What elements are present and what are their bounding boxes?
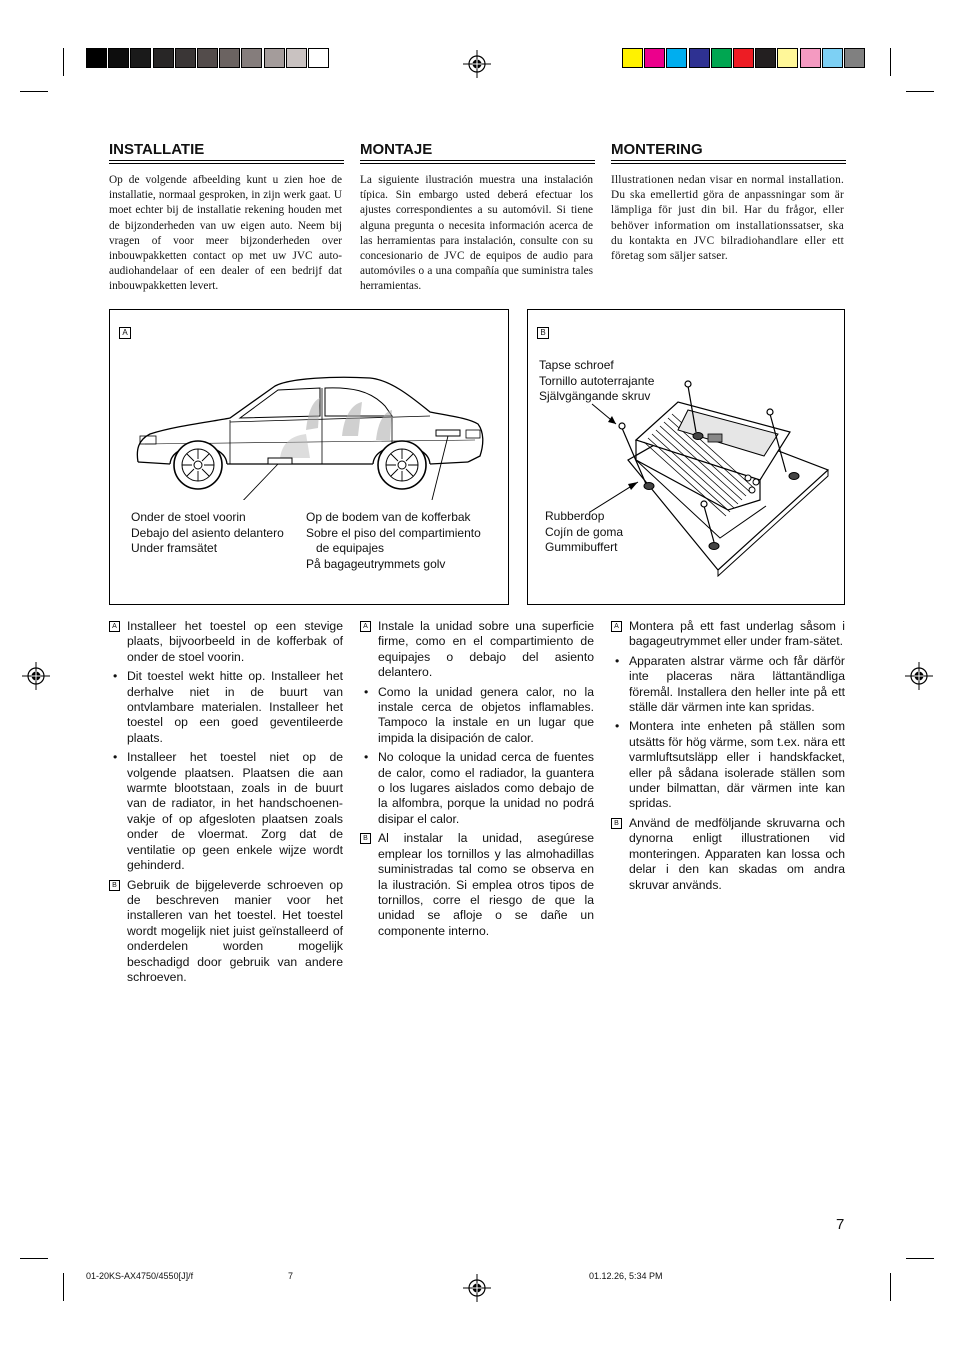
figure-a-car <box>109 309 509 605</box>
label-self-tapping-screw: Tapse schroef Tornillo autoterrajante Självgängande skruv <box>539 358 655 403</box>
color-swatch <box>286 48 307 68</box>
color-swatch <box>219 48 240 68</box>
heading-montering: MONTERING <box>611 141 846 161</box>
figure-tag: A <box>119 327 131 339</box>
crop-mark <box>890 48 891 76</box>
list-item: A Installeer het toestel op een stevige plaats, bijvoorbeeld in de kofferbak of onder de stoel voorin. <box>109 619 343 665</box>
color-swatch <box>108 48 129 68</box>
footer-page: 7 <box>288 1271 294 1281</box>
list-item: A Montera på ett fast underlag såsom i bagageutrymmet eller under fram-sätet. <box>611 619 845 650</box>
crop-mark <box>63 48 64 76</box>
color-swatch <box>644 48 665 68</box>
list-item: • Como la unidad genera calor, no la instale cerca de objetos inflamables. Tampoco la instale en un lugar que impida la disipación de calor. <box>364 684 594 745</box>
registration-mark-icon <box>463 1274 491 1302</box>
label-rubber-cushion: Rubberdop Cojín de goma Gummibuffert <box>545 509 624 554</box>
intro-es: La siguiente ilustración muestra una instalación típica. Sin embargo usted deberá efectuar los ajustes correspondientes a su automóvil. Si tiene alguna pregunta o necesita información acerca de las herramientas para instalación, consulte con su concesionario de JVC de equipos de audio para automóviles o a una compañía que suministra tales herramientas. <box>360 174 593 293</box>
footer-file: 01-20KS-AX4750/4550[J]/f <box>86 1271 194 1281</box>
amplifier-illustration <box>528 310 844 604</box>
color-swatch <box>622 48 643 68</box>
heading-montaje: MONTAJE <box>360 141 595 161</box>
color-swatch <box>241 48 262 68</box>
crop-mark <box>20 91 48 92</box>
color-swatch <box>264 48 285 68</box>
instructions-nl <box>109 619 343 989</box>
car-illustration <box>130 370 490 500</box>
crop-mark <box>890 1273 891 1301</box>
figure-b-amplifier <box>527 309 845 605</box>
crop-mark <box>906 91 934 92</box>
intro-nl: Op de volgende afbeelding kunt u zien hoe de installatie, normaal gesproken, in zijn werk gaat. U moet echter bij de installatie rekening houden met de bijzonderheden van uw eigen auto. Neem bij vragen of voor meer bijzonderheden over inbouwpakketten contact op met uw JVC auto-audiohandelaar of een dealer of een bedrijf dat inbouwpakketten levert. <box>109 174 342 293</box>
figure-tag: B <box>537 327 549 339</box>
list-item: B Gebruik de bijgeleverde schroeven op de beschreven manier voor het installeren van het toestel. Het toestel wordt mogelijk niet juist geïnstalleerd of onderdelen worden mogelijk beschadigd door gebruik van andere schroeven. <box>109 878 343 986</box>
registration-mark-icon <box>463 50 491 78</box>
color-swatch <box>197 48 218 68</box>
registration-mark-icon <box>905 662 933 690</box>
list-item: • Apparaten alstrar värme och får därför inte placeras nära lättantändliga föremål. Installera den heller inte på ett ställe där värmen inte kan spridas. <box>615 653 845 715</box>
color-swatch <box>689 48 710 68</box>
color-swatch <box>711 48 732 68</box>
list-item: B Använd de medföljande skruvarna och dynorna enligt illustrationen vid monteringen. Apparaten kan lossa och delar i den kan skadas om andra skruvar används. <box>611 816 845 893</box>
footer-date: 01.12.26, 5:34 PM <box>589 1271 663 1281</box>
crop-mark <box>20 1258 48 1259</box>
color-swatch <box>130 48 151 68</box>
list-item: • Installeer het toestel niet op de volgende plaatsen. Plaatsen die aan warmte blootstaan, zoals in de buurt van de radiator, in het handschoenen-vakje of op afgesloten plaatsen zoals onder de vloermat. Zorg dat de ventilatie op geen enkele wijze wordt gehinderd. <box>113 750 343 873</box>
color-swatch <box>175 48 196 68</box>
instructions-es <box>360 619 594 943</box>
list-item: A Instale la unidad sobre una superficie firme, como en el compartimiento de equipajes o debajo del asiento delantero. <box>360 619 594 681</box>
instructions-sv <box>611 619 845 897</box>
color-swatch <box>666 48 687 68</box>
crop-mark <box>63 1273 64 1301</box>
color-swatch <box>755 48 776 68</box>
color-swatch <box>733 48 754 68</box>
list-item: • Dit toestel wekt hitte op. Installeer het derhalve niet in de buurt van ontvlambare materialen. Installeer het toestel op een goed geventileerde plaats. <box>113 669 343 745</box>
heading-installatie: INSTALLATIE <box>109 141 344 161</box>
color-swatch <box>153 48 174 68</box>
list-item: B Al instalar la unidad, asegúrese emplear los tornillos y las almohadillas suministradas tal como se observa en la ilustración. Si emplea otros tipos de tornillos, corre el riesgo de que la unidad se afloje o se dañe un componente interno. <box>360 831 594 939</box>
label-trunk-floor: Op de bodem van de kofferbak Sobre el piso del compartimiento de equipajes På bagageutrymmets golv <box>306 510 481 571</box>
list-item: • No coloque la unidad cerca de fuentes de calor, como el radiador, la guantera o los lugares aislados como debajo de la alfombra, porque la unidad no podrá disipar el calor. <box>364 750 594 826</box>
registration-mark-icon <box>22 662 50 690</box>
list-item: • Montera inte enheten på ställen som utsätts för hög värme, som t.ex. nära ett varmluftsutsläpp eller i handskfacket, eller på sådana isolerade ställen som under bilmattan, där värmen inte kan spridas. <box>615 719 845 811</box>
page-number: 7 <box>836 1216 845 1233</box>
label-under-front-seat: Onder de stoel voorin Debajo del asiento delantero Under framsätet <box>131 510 284 555</box>
color-swatch <box>777 48 798 68</box>
color-swatch <box>844 48 865 68</box>
color-swatch <box>822 48 843 68</box>
color-swatch <box>800 48 821 68</box>
crop-mark <box>906 1258 934 1259</box>
intro-sv: Illustrationen nedan visar en normal installation. Du ska emellertid göra de anpassningar som är lämpliga för just din bil. Har du frågor, eller behöver information om installationssatser, ska du kontakta en JVC bilradiohandlare eller ett företag som säljer satser. <box>611 174 844 263</box>
color-swatch <box>86 48 107 68</box>
color-swatch <box>308 48 329 68</box>
